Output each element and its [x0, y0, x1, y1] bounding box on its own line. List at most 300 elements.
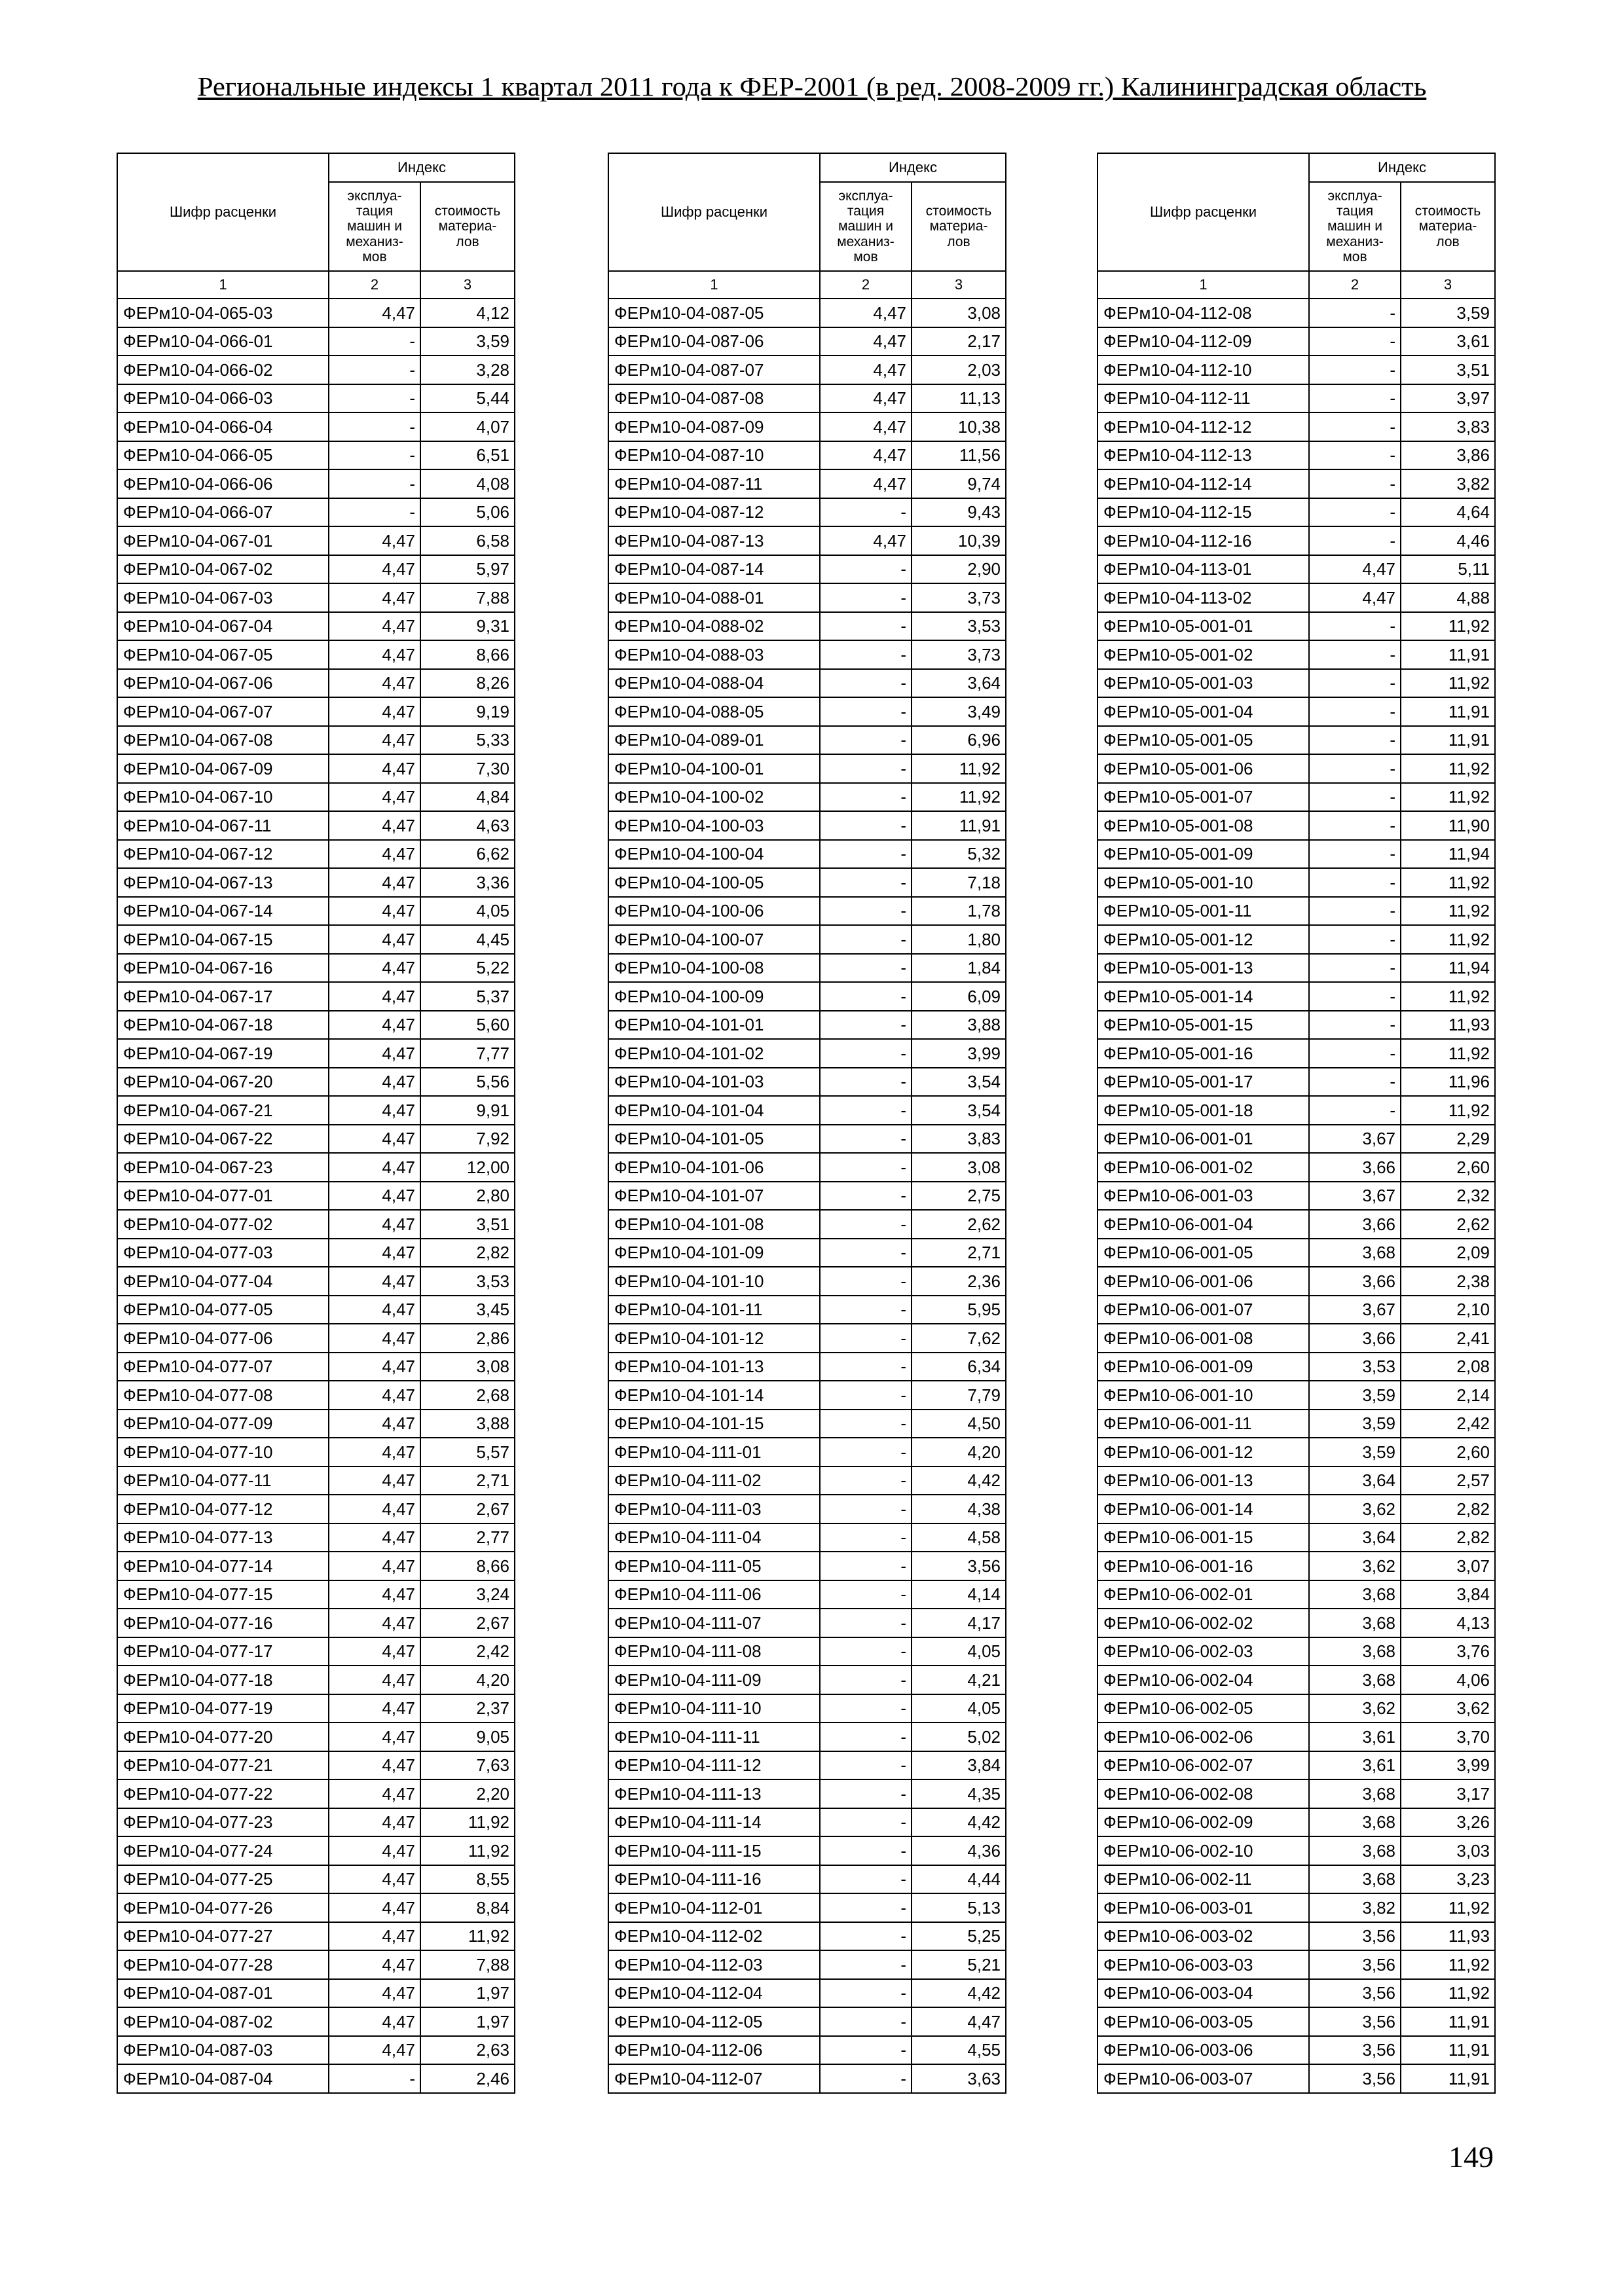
- materials-index: 11,92: [1401, 925, 1495, 954]
- machines-index: -: [820, 840, 912, 869]
- table-row: [608, 1467, 1006, 1495]
- table-row: [608, 1182, 1006, 1211]
- table-row: [608, 1893, 1006, 1922]
- machines-index: -: [820, 697, 912, 726]
- rate-code: ФЕРм10-06-001-11: [1098, 1410, 1309, 1438]
- machines-index: -: [1309, 441, 1401, 470]
- rate-code: ФЕРм10-04-077-10: [117, 1438, 329, 1467]
- rate-code: ФЕРм10-04-087-08: [608, 384, 820, 413]
- machines-index: 4,47: [329, 1523, 420, 1552]
- rate-code: ФЕРм10-06-003-01: [1098, 1893, 1309, 1922]
- materials-index: 4,13: [1401, 1609, 1495, 1637]
- machines-index: 3,68: [1309, 1580, 1401, 1609]
- materials-index: 5,02: [912, 1722, 1006, 1751]
- materials-index: 11,92: [1401, 1950, 1495, 1979]
- table-row: [117, 612, 515, 641]
- machines-index: -: [329, 384, 420, 413]
- table-row: [117, 498, 515, 527]
- table-row: [608, 897, 1006, 926]
- machines-index: 4,47: [329, 1410, 420, 1438]
- rate-code: ФЕРм10-04-111-12: [608, 1751, 820, 1780]
- machines-index: -: [820, 1011, 912, 1040]
- rate-code: ФЕРм10-04-067-02: [117, 555, 329, 584]
- table-row: [117, 1324, 515, 1353]
- rate-code: ФЕРм10-04-112-01: [608, 1893, 820, 1922]
- materials-index: 2,60: [1401, 1438, 1495, 1467]
- table-row: [117, 1609, 515, 1637]
- materials-index: 2,68: [420, 1381, 515, 1410]
- materials-index: 3,24: [420, 1580, 515, 1609]
- machines-index: 3,68: [1309, 1666, 1401, 1694]
- table-row: [1098, 840, 1495, 869]
- rate-code: ФЕРм10-04-067-20: [117, 1068, 329, 1097]
- table-row: [608, 1068, 1006, 1097]
- machines-index: 4,47: [329, 840, 420, 869]
- table-row: [1098, 1751, 1495, 1780]
- materials-index: 4,36: [912, 1836, 1006, 1865]
- table-row: [1098, 355, 1495, 384]
- machines-index: 4,47: [329, 2007, 420, 2036]
- materials-index: 3,63: [912, 2064, 1006, 2093]
- machines-index: -: [1309, 697, 1401, 726]
- machines-index: -: [820, 1694, 912, 1723]
- index-table-3: [1097, 153, 1496, 2094]
- machines-index: 3,56: [1309, 2007, 1401, 2036]
- machines-index: 4,47: [329, 555, 420, 584]
- page-number: 149: [1449, 2140, 1494, 2174]
- rate-code: ФЕРм10-04-077-25: [117, 1865, 329, 1894]
- machines-index: 4,47: [329, 982, 420, 1011]
- header-code: Шифр расценки: [608, 153, 820, 271]
- rate-code: ФЕРм10-04-087-05: [608, 299, 820, 327]
- rate-code: ФЕРм10-04-088-04: [608, 669, 820, 698]
- table-row: [608, 583, 1006, 612]
- materials-index: 4,42: [912, 1979, 1006, 2008]
- rate-code: ФЕРм10-04-077-18: [117, 1666, 329, 1694]
- table-row: [1098, 1865, 1495, 1894]
- rate-code: ФЕРм10-04-067-17: [117, 982, 329, 1011]
- materials-index: 4,17: [912, 1609, 1006, 1637]
- machines-index: 4,47: [329, 1324, 420, 1353]
- machines-index: 4,47: [329, 1239, 420, 1267]
- rate-code: ФЕРм10-04-067-13: [117, 868, 329, 897]
- materials-index: 4,35: [912, 1779, 1006, 1808]
- table-row: [1098, 526, 1495, 555]
- machines-index: -: [820, 1324, 912, 1353]
- rate-code: ФЕРм10-06-002-10: [1098, 1836, 1309, 1865]
- machines-index: 4,47: [329, 1353, 420, 1381]
- header-materials: стоимость материа- лов: [912, 182, 1006, 271]
- rate-code: ФЕРм10-04-077-13: [117, 1523, 329, 1552]
- rate-code: ФЕРм10-04-100-08: [608, 954, 820, 983]
- table-row: [1098, 897, 1495, 926]
- machines-index: 4,47: [329, 897, 420, 926]
- machines-index: -: [1309, 811, 1401, 840]
- rate-code: ФЕРм10-04-112-09: [1098, 327, 1309, 356]
- materials-index: 4,42: [912, 1467, 1006, 1495]
- rate-code: ФЕРм10-05-001-10: [1098, 868, 1309, 897]
- table-row: [117, 526, 515, 555]
- machines-index: 3,56: [1309, 1950, 1401, 1979]
- machines-index: 4,47: [329, 1381, 420, 1410]
- materials-index: 2,86: [420, 1324, 515, 1353]
- table-row: [117, 1979, 515, 2008]
- materials-index: 2,90: [912, 555, 1006, 584]
- machines-index: 4,47: [329, 669, 420, 698]
- rate-code: ФЕРм10-04-067-01: [117, 526, 329, 555]
- rate-code: ФЕРм10-04-066-04: [117, 412, 329, 441]
- rate-code: ФЕРм10-04-111-14: [608, 1808, 820, 1837]
- materials-index: 11,92: [1401, 783, 1495, 812]
- machines-index: -: [820, 1751, 912, 1780]
- machines-index: 4,47: [329, 526, 420, 555]
- machines-index: 4,47: [820, 441, 912, 470]
- table-row: [608, 1808, 1006, 1837]
- machines-index: -: [820, 1609, 912, 1637]
- table-row: [1098, 1580, 1495, 1609]
- table-row: [1098, 2007, 1495, 2036]
- rate-code: ФЕРм10-04-077-12: [117, 1495, 329, 1523]
- table-row: [608, 1410, 1006, 1438]
- header-code: Шифр расценки: [1098, 153, 1309, 271]
- machines-index: -: [820, 982, 912, 1011]
- rate-code: ФЕРм10-04-111-16: [608, 1865, 820, 1894]
- materials-index: 4,08: [420, 469, 515, 498]
- machines-index: 4,47: [329, 783, 420, 812]
- machines-index: -: [820, 2036, 912, 2065]
- table-row: [117, 1438, 515, 1467]
- materials-index: 5,25: [912, 1922, 1006, 1951]
- rate-code: ФЕРм10-04-111-10: [608, 1694, 820, 1723]
- rate-code: ФЕРм10-06-003-02: [1098, 1922, 1309, 1951]
- rate-code: ФЕРм10-06-002-05: [1098, 1694, 1309, 1723]
- machines-index: -: [1309, 982, 1401, 1011]
- materials-index: 2,82: [1401, 1495, 1495, 1523]
- materials-index: 3,61: [1401, 327, 1495, 356]
- materials-index: 4,46: [1401, 526, 1495, 555]
- rate-code: ФЕРм10-04-077-03: [117, 1239, 329, 1267]
- materials-index: 3,99: [1401, 1751, 1495, 1780]
- table-row: [1098, 1011, 1495, 1040]
- materials-index: 3,83: [912, 1125, 1006, 1154]
- machines-index: -: [1309, 299, 1401, 327]
- rate-code: ФЕРм10-04-112-03: [608, 1950, 820, 1979]
- machines-index: -: [820, 868, 912, 897]
- header-num-1: 1: [1098, 271, 1309, 299]
- table-row: [117, 754, 515, 783]
- header-materials: стоимость материа- лов: [1401, 182, 1495, 271]
- machines-index: 3,61: [1309, 1722, 1401, 1751]
- table-row: [117, 954, 515, 983]
- rate-code: ФЕРм10-04-077-28: [117, 1950, 329, 1979]
- table-row: [117, 1552, 515, 1580]
- rate-code: ФЕРм10-04-067-21: [117, 1096, 329, 1125]
- materials-index: 2,46: [420, 2064, 515, 2093]
- rate-code: ФЕРм10-05-001-11: [1098, 897, 1309, 926]
- materials-index: 9,74: [912, 469, 1006, 498]
- materials-index: 2,10: [1401, 1296, 1495, 1324]
- rate-code: ФЕРм10-04-067-06: [117, 669, 329, 698]
- machines-index: -: [820, 2007, 912, 2036]
- rate-code: ФЕРм10-04-067-03: [117, 583, 329, 612]
- machines-index: -: [820, 1381, 912, 1410]
- rate-code: ФЕРм10-04-077-16: [117, 1609, 329, 1637]
- table-row: [608, 1096, 1006, 1125]
- table-row: [1098, 1808, 1495, 1837]
- rate-code: ФЕРм10-05-001-03: [1098, 669, 1309, 698]
- materials-index: 3,54: [912, 1068, 1006, 1097]
- rate-code: ФЕРм10-04-112-15: [1098, 498, 1309, 527]
- materials-index: 11,92: [1401, 982, 1495, 1011]
- table-row: [117, 1125, 515, 1154]
- materials-index: 3,59: [1401, 299, 1495, 327]
- machines-index: -: [1309, 498, 1401, 527]
- rate-code: ФЕРм10-06-002-06: [1098, 1722, 1309, 1751]
- machines-index: -: [1309, 840, 1401, 869]
- rate-code: ФЕРм10-04-087-12: [608, 498, 820, 527]
- rate-code: ФЕРм10-04-112-02: [608, 1922, 820, 1951]
- table-row: [1098, 1950, 1495, 1979]
- table-row: [1098, 1893, 1495, 1922]
- table-row: [1098, 925, 1495, 954]
- machines-index: -: [1309, 612, 1401, 641]
- table-row: [117, 355, 515, 384]
- machines-index: -: [1309, 925, 1401, 954]
- rate-code: ФЕРм10-04-077-24: [117, 1836, 329, 1865]
- table-row: [608, 612, 1006, 641]
- machines-index: -: [820, 1666, 912, 1694]
- machines-index: -: [820, 2064, 912, 2093]
- rate-code: ФЕРм10-06-002-04: [1098, 1666, 1309, 1694]
- table-row: [117, 1836, 515, 1865]
- table-row: [1098, 1210, 1495, 1239]
- materials-index: 3,53: [420, 1267, 515, 1296]
- materials-index: 5,32: [912, 840, 1006, 869]
- rate-code: ФЕРм10-04-087-07: [608, 355, 820, 384]
- machines-index: -: [1309, 669, 1401, 698]
- materials-index: 11,91: [1401, 2036, 1495, 2065]
- rate-code: ФЕРм10-04-112-14: [1098, 469, 1309, 498]
- machines-index: -: [820, 669, 912, 698]
- rate-code: ФЕРм10-04-111-13: [608, 1779, 820, 1808]
- table-row: [1098, 1182, 1495, 1211]
- materials-index: 8,55: [420, 1865, 515, 1894]
- machines-index: 3,67: [1309, 1182, 1401, 1211]
- materials-index: 1,97: [420, 1979, 515, 2008]
- header-index: Индекс: [329, 153, 515, 182]
- rate-code: ФЕРм10-04-111-08: [608, 1637, 820, 1666]
- rate-code: ФЕРм10-04-101-02: [608, 1039, 820, 1068]
- machines-index: 4,47: [1309, 555, 1401, 584]
- rate-code: ФЕРм10-06-001-13: [1098, 1467, 1309, 1495]
- materials-index: 3,73: [912, 583, 1006, 612]
- rate-code: ФЕРм10-05-001-17: [1098, 1068, 1309, 1097]
- table-row: [117, 1893, 515, 1922]
- machines-index: 4,47: [329, 1068, 420, 1097]
- rate-code: ФЕРм10-04-088-02: [608, 612, 820, 641]
- materials-index: 3,88: [420, 1410, 515, 1438]
- machines-index: 3,67: [1309, 1296, 1401, 1324]
- machines-index: 3,64: [1309, 1523, 1401, 1552]
- machines-index: -: [820, 1153, 912, 1182]
- rate-code: ФЕРм10-04-101-12: [608, 1324, 820, 1353]
- rate-code: ФЕРм10-06-001-04: [1098, 1210, 1309, 1239]
- machines-index: 4,47: [1309, 583, 1401, 612]
- materials-index: 8,66: [420, 640, 515, 669]
- rate-code: ФЕРм10-04-077-17: [117, 1637, 329, 1666]
- machines-index: 4,47: [329, 1552, 420, 1580]
- table-row: [608, 1210, 1006, 1239]
- table-row: [1098, 1410, 1495, 1438]
- materials-index: 3,28: [420, 355, 515, 384]
- materials-index: 2,62: [912, 1210, 1006, 1239]
- table-row: [1098, 583, 1495, 612]
- table-row: [1098, 1609, 1495, 1637]
- header-num-2: 2: [820, 271, 912, 299]
- header-machines: эксплуа- тация машин и механиз- мов: [820, 182, 912, 271]
- table-row: [608, 754, 1006, 783]
- materials-index: 11,92: [912, 783, 1006, 812]
- rate-code: ФЕРм10-05-001-01: [1098, 612, 1309, 641]
- materials-index: 3,26: [1401, 1808, 1495, 1837]
- materials-index: 2,62: [1401, 1210, 1495, 1239]
- materials-index: 2,82: [1401, 1523, 1495, 1552]
- rate-code: ФЕРм10-04-112-05: [608, 2007, 820, 2036]
- rate-code: ФЕРм10-04-088-03: [608, 640, 820, 669]
- machines-index: -: [820, 1552, 912, 1580]
- materials-index: 3,07: [1401, 1552, 1495, 1580]
- materials-index: 3,59: [420, 327, 515, 356]
- rate-code: ФЕРм10-04-111-07: [608, 1609, 820, 1637]
- materials-index: 6,58: [420, 526, 515, 555]
- materials-index: 11,92: [1401, 1096, 1495, 1125]
- rate-code: ФЕРм10-04-077-21: [117, 1751, 329, 1780]
- materials-index: 1,78: [912, 897, 1006, 926]
- table-row: [117, 1808, 515, 1837]
- table-row: [117, 1779, 515, 1808]
- machines-index: 4,47: [820, 327, 912, 356]
- machines-index: 4,47: [329, 954, 420, 983]
- table-row: [608, 1353, 1006, 1381]
- machines-index: -: [820, 1808, 912, 1837]
- materials-index: 2,71: [912, 1239, 1006, 1267]
- table-row: [117, 897, 515, 926]
- table-row: [1098, 1296, 1495, 1324]
- machines-index: -: [820, 897, 912, 926]
- rate-code: ФЕРм10-04-067-22: [117, 1125, 329, 1154]
- materials-index: 11,92: [1401, 1979, 1495, 2008]
- machines-index: 4,47: [329, 612, 420, 641]
- rate-code: ФЕРм10-04-077-27: [117, 1922, 329, 1951]
- rate-code: ФЕРм10-04-077-14: [117, 1552, 329, 1580]
- machines-index: -: [1309, 526, 1401, 555]
- table-row: [117, 640, 515, 669]
- machines-index: 4,47: [329, 1125, 420, 1154]
- table-row: [117, 1182, 515, 1211]
- table-row: [117, 583, 515, 612]
- materials-index: 11,90: [1401, 811, 1495, 840]
- table-row: [1098, 1267, 1495, 1296]
- rate-code: ФЕРм10-04-065-03: [117, 299, 329, 327]
- machines-index: -: [1309, 327, 1401, 356]
- rate-code: ФЕРм10-05-001-15: [1098, 1011, 1309, 1040]
- rate-code: ФЕРм10-04-067-12: [117, 840, 329, 869]
- machines-index: 3,67: [1309, 1125, 1401, 1154]
- machines-index: -: [820, 1722, 912, 1751]
- materials-index: 1,80: [912, 925, 1006, 954]
- table-row: [117, 1751, 515, 1780]
- table-row: [608, 1239, 1006, 1267]
- table-row: [608, 441, 1006, 470]
- materials-index: 2,08: [1401, 1353, 1495, 1381]
- rate-code: ФЕРм10-04-089-01: [608, 726, 820, 755]
- machines-index: 3,68: [1309, 1779, 1401, 1808]
- materials-index: 5,06: [420, 498, 515, 527]
- rate-code: ФЕРм10-06-003-04: [1098, 1979, 1309, 2008]
- machines-index: 3,56: [1309, 1979, 1401, 2008]
- rate-code: ФЕРм10-04-077-20: [117, 1722, 329, 1751]
- rate-code: ФЕРм10-04-066-01: [117, 327, 329, 356]
- table-row: [608, 1922, 1006, 1951]
- materials-index: 11,94: [1401, 840, 1495, 869]
- materials-index: 3,82: [1401, 469, 1495, 498]
- rate-code: ФЕРм10-04-112-11: [1098, 384, 1309, 413]
- rate-code: ФЕРм10-04-101-10: [608, 1267, 820, 1296]
- machines-index: -: [820, 1438, 912, 1467]
- materials-index: 9,43: [912, 498, 1006, 527]
- materials-index: 5,37: [420, 982, 515, 1011]
- materials-index: 4,42: [912, 1808, 1006, 1837]
- table-row: [1098, 1125, 1495, 1154]
- materials-index: 11,92: [1401, 754, 1495, 783]
- machines-index: 3,66: [1309, 1267, 1401, 1296]
- rate-code: ФЕРм10-04-101-05: [608, 1125, 820, 1154]
- rate-code: ФЕРм10-04-100-09: [608, 982, 820, 1011]
- materials-index: 4,12: [420, 299, 515, 327]
- table-row: [1098, 1239, 1495, 1267]
- table-row: [117, 1922, 515, 1951]
- table-row: [1098, 697, 1495, 726]
- table-row: [608, 1694, 1006, 1723]
- machines-index: 4,47: [820, 469, 912, 498]
- rate-code: ФЕРм10-04-067-15: [117, 925, 329, 954]
- machines-index: 3,68: [1309, 1609, 1401, 1637]
- materials-index: 2,38: [1401, 1267, 1495, 1296]
- materials-index: 11,92: [1401, 1039, 1495, 1068]
- table-row: [608, 1552, 1006, 1580]
- rate-code: ФЕРм10-04-111-05: [608, 1552, 820, 1580]
- machines-index: 4,47: [329, 2036, 420, 2065]
- machines-index: -: [820, 498, 912, 527]
- rate-code: ФЕРм10-04-111-02: [608, 1467, 820, 1495]
- table-row: [608, 954, 1006, 983]
- rate-code: ФЕРм10-04-067-07: [117, 697, 329, 726]
- rate-code: ФЕРм10-05-001-05: [1098, 726, 1309, 755]
- table-row: [608, 1950, 1006, 1979]
- rate-code: ФЕРм10-04-066-07: [117, 498, 329, 527]
- materials-index: 5,33: [420, 726, 515, 755]
- table-row: [117, 868, 515, 897]
- table-row: [117, 811, 515, 840]
- machines-index: 3,66: [1309, 1324, 1401, 1353]
- materials-index: 11,91: [1401, 2007, 1495, 2036]
- header-materials: стоимость материа- лов: [420, 182, 515, 271]
- rate-code: ФЕРм10-06-002-02: [1098, 1609, 1309, 1637]
- table-row: [1098, 384, 1495, 413]
- materials-index: 1,84: [912, 954, 1006, 983]
- materials-index: 11,91: [1401, 640, 1495, 669]
- rate-code: ФЕРм10-06-003-05: [1098, 2007, 1309, 2036]
